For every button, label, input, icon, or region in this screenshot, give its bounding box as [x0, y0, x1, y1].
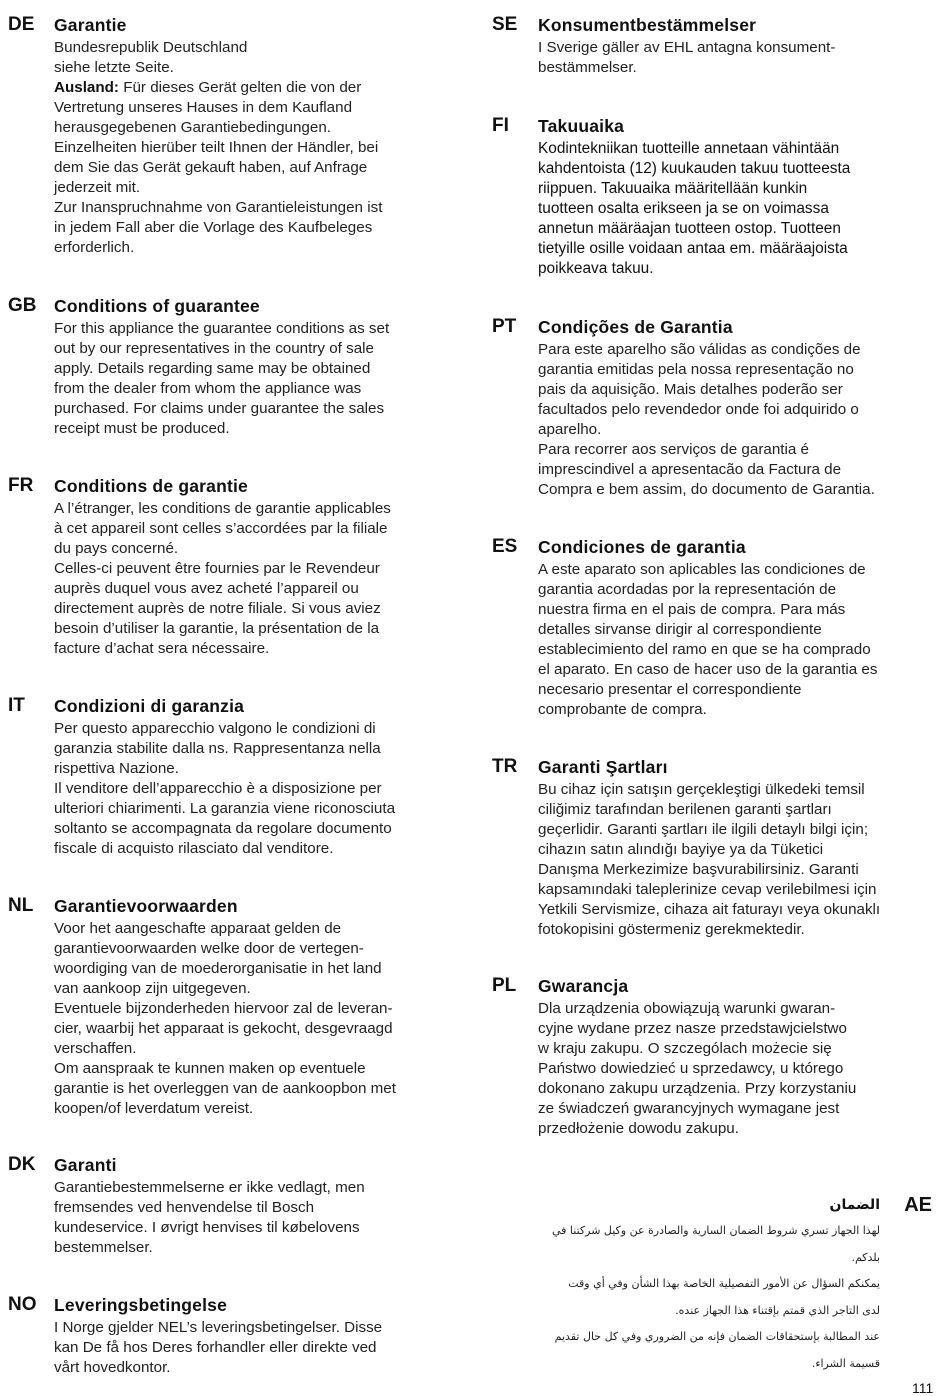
- section-de-body-rest: Für dieses Gerät gelten die von der Vertretung unseres Hauses in dem Kaufland herausgegebenen Garantiebedingungen. Einzelheiten hierüber teilt Ihnen der Händler, bei dem Sie das Gerät gekauft haben, auf Anfrage jederzeit mit. Zur Inanspruchnahme von Garantieleistungen ist in jedem Fall aber die Vorlage des Kaufbeleges erforderlich.: [54, 79, 383, 256]
- section-nl-title: Garantievoorwaarden: [54, 896, 238, 916]
- section-it-title: Condizioni di garanzia: [54, 696, 245, 716]
- section-es: [492, 534, 950, 720]
- section-pl-body: Dla urządzenia obowiązują warunki gwaran- cyjne wydane przez nasze przedstawjcielstwo w kraju zakupu. O szczególach możecie się Państwo dowiedzieć u sprzedawcy, u którego dokonano zakupu urządzenia. Przy korzystaniu ze świadczeń gwarancyjnych wymagane jest przedłożenie dowodu zakupu.: [538, 1000, 857, 1137]
- section-no-title: Leveringsbetingelse: [54, 1295, 228, 1315]
- section-de-code: DE: [8, 14, 35, 35]
- section-nl-body: Voor het aangeschafte apparaat gelden de garantievoorwaarden welke door de vertegen- woordiging van de moederorganisatie in het land van aankoop zijn uitgegeven. Eventuele bijzonderheden hiervoor zal de leveran- cier, waarbij het apparaat is gekocht, desgevraagd verschaffen. Om aanspraak te kunnen maken op eventuele garantie is het overleggen van de aankoopbon met koopen/of leverdatum vereist.: [54, 920, 396, 1117]
- section-it-code: IT: [8, 695, 25, 716]
- section-tr-body: Bu cihaz için satışın gerçekleştigi ülkedeki temsil ciliğimiz tarafından berilenen garanti şartları geçerlidir. Garanti şartları ile ilgili detaylı bilgi için; cihazın satın alındığı bayiye ya da Tüketici Danışma Merkezimize başvurabilirsiniz. Garanti kapsamındaki taleplerinize cevap verilebilmesi için Yetkili Servismize, cihaza ait faturayı veya okunaklı fotokopisini göstermeniz gerekmektedir.: [538, 781, 881, 938]
- section-se-body: I Sverige gäller av EHL antagna konsument- bestämmelser.: [538, 39, 836, 76]
- section-fr-body: A l’étranger, les conditions de garantie applicables à cet appareil sont celles s’accordées par la filiale du pays concerné. Celles-ci peuvent être fournies par le Revendeur auprès duquel vous avez acheté l’appareil ou directement auprès de notre filiale. Si vous aviez besoin d’utiliser la garantie, la présentation de la facture d’achat sera nécessaire.: [54, 500, 391, 657]
- section-pl-code: PL: [492, 975, 517, 996]
- section-ae-content: [480, 1192, 880, 1377]
- section-ae-code: AE: [904, 1194, 932, 1216]
- section-dk-code: DK: [8, 1154, 36, 1175]
- section-se-title: Konsumentbestämmelser: [538, 15, 757, 35]
- section-nl: [8, 893, 504, 1119]
- section-de-body-intro: Bundesrepublik Deutschland siehe letzte Seite.: [54, 39, 248, 76]
- section-it-body: Per questo apparecchio valgono le condizioni di garanzia stabilite dalla ns. Rappresentanza nella rispettiva Nazione. Il venditore dell’apparecchio è a disposizione per ulteriori chiarimenti. La garanzia viene riconosciuta soltanto se accompagnata da regolare documento fiscale di acquisto rilasciato dal venditore.: [54, 720, 396, 857]
- section-nl-code: NL: [8, 895, 34, 916]
- section-pt-code: PT: [492, 316, 517, 337]
- section-se-code: SE: [492, 14, 518, 35]
- section-pt: [492, 314, 950, 500]
- section-pl-title: Gwarancja: [538, 976, 629, 996]
- section-tr-code: TR: [492, 756, 518, 777]
- section-fi: [492, 113, 950, 279]
- section-es-body: A este aparato son aplicables las condiciones de garantia acordadas por la representación de nuestra firma en el pais de compra. Para más detalles sirvanse dirigir al correspondiente establecimiento del ramo en que se ha comprado el aparato. En caso de hacer uso de la garantia es necesario presentar el correspondiente comprobante de compra.: [538, 561, 878, 718]
- section-tr: [492, 754, 950, 940]
- section-no-body: I Norge gjelder NEL’s leveringsbetingelser. Disse kan De få hos Deres forhandler eller direkte ved vårt hovedkontor.: [54, 1319, 383, 1376]
- section-de-lead: Ausland:: [54, 79, 119, 96]
- section-no-code: NO: [8, 1294, 37, 1315]
- section-fi-title: Takuuaika: [538, 116, 625, 136]
- section-no: [8, 1292, 504, 1378]
- section-dk: [8, 1152, 504, 1258]
- section-gb: [8, 293, 504, 439]
- section-pt-body: Para este aparelho são válidas as condições de garantia emitidas pela nossa representação no pais da aquisição. Mais detalhes poderão ser facultados pelo revendedor onde foi adquirido o aparelho. Para recorrer aos serviços de garantia é imprescindivel a apresentacão da Factura de Compra e bem assim, do documento de Garantia.: [538, 341, 875, 498]
- section-it: [8, 693, 504, 859]
- section-pl: [492, 973, 950, 1139]
- section-gb-body: For this appliance the guarantee conditions as set out by our representatives in the country of sale apply. Details regarding same may be obtained from the dealer from whom the appliance was purchased. For claims under guarantee the sales receipt must be produced.: [54, 320, 390, 437]
- section-de: [8, 12, 504, 258]
- section-pt-title: Condições de Garantia: [538, 317, 733, 337]
- page-number: 111: [912, 1380, 934, 1396]
- section-de-body: [54, 38, 504, 258]
- section-fr: [8, 473, 504, 659]
- section-dk-title: Garanti: [54, 1155, 117, 1175]
- section-ae-body: لهذا الجهاز تسري شروط الضمان السارية والصادرة عن وكيل شركتنا في بلدكم. يمكنكم السؤال عن الأمور التفصيلية الخاصة بهذا الشأن وفي أي وقت لدى التاجر الذي قمتم بإقتناء هذا الجهاز عنده. عند المطالبة بإستحقاقات الضمان فإنه من الضروري وفي كل حال تقديم قسيمة الشراء.: [551, 1224, 880, 1370]
- section-ae-title: الضمان: [829, 1197, 880, 1213]
- section-es-code: ES: [492, 536, 518, 557]
- section-fr-code: FR: [8, 475, 34, 496]
- section-de-title: Garantie: [54, 15, 127, 35]
- section-se: [492, 12, 950, 78]
- section-fr-title: Conditions de garantie: [54, 476, 248, 496]
- section-tr-title: Garanti Şartları: [538, 757, 668, 777]
- section-dk-body: Garantiebestemmelserne er ikke vedlagt, men fremsendes ved henvendelse til Bosch kundeservice. I øvrigt henvises til købelovens bestemmelser.: [54, 1179, 365, 1256]
- section-gb-title: Conditions of guarantee: [54, 296, 260, 316]
- section-es-title: Condiciones de garantia: [538, 537, 746, 557]
- section-fi-code: FI: [492, 115, 509, 136]
- section-fi-body: Kodintekniikan tuotteille annetaan vähintään kahdentoista (12) kuukauden takuu tuotteesta riippuen. Takuuaika määritellään kunkin tuotteen osalta erikseen ja se on voimassa annetun määräajan tuotteen ostop. Tuotteen tietyille osille voidaan antaa em. määräajoista poikkeava takuu.: [538, 140, 851, 277]
- section-gb-code: GB: [8, 295, 37, 316]
